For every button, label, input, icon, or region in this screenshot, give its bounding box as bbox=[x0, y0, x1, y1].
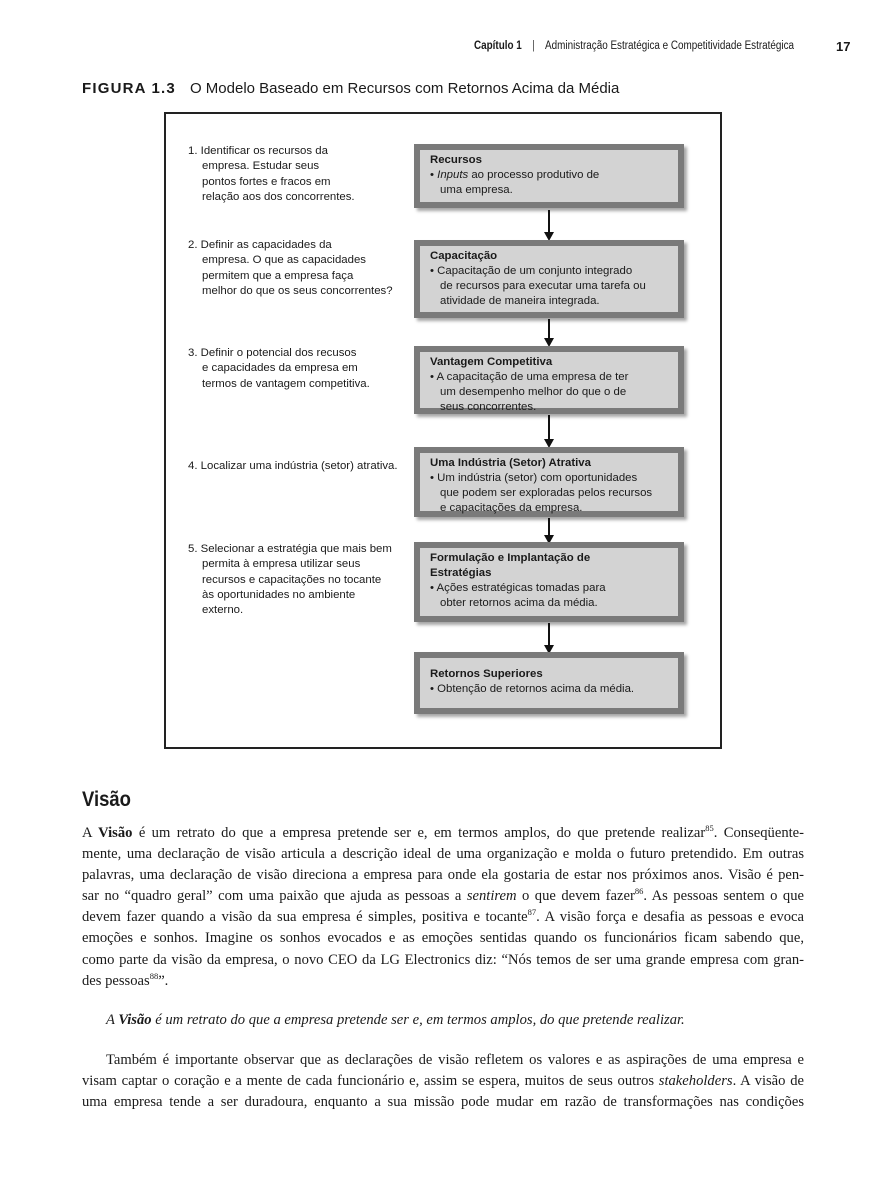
chapter-label: Capítulo 1 bbox=[474, 40, 522, 52]
arrow-down-icon bbox=[548, 319, 550, 345]
step-2 bbox=[188, 238, 393, 299]
text-line: devem fazer quando a visão da sua empresa é simples, positiva e tocante$^{87}$. A visão força e desafia as pessoas e evoca bbox=[82, 907, 804, 926]
book-section-title: Administração Estratégica e Competitividade Estratégica bbox=[545, 40, 795, 52]
step-line: relação aos dos concorrentes. bbox=[202, 190, 355, 203]
step-line: 5. Selecionar a estratégia que mais bem bbox=[188, 543, 392, 555]
step-line: recursos e capacitações no tocante bbox=[202, 573, 382, 586]
figure-diagram bbox=[164, 112, 722, 749]
box-line: • A capacitação de uma empresa de ter bbox=[430, 371, 629, 383]
bold-term: Visão bbox=[118, 1012, 152, 1028]
step-line: melhor do que os seus concorrentes? bbox=[202, 284, 393, 297]
text-line: A Visão é um retrato do que a empresa pretende ser e, em termos amplos, do que pretende realizar$^{85}$. Conseqüente- bbox=[82, 823, 805, 841]
step-line: 1. Identificar os recursos da bbox=[188, 145, 328, 157]
footnote-ref: 86 bbox=[634, 886, 644, 897]
header-separator: | bbox=[532, 40, 535, 52]
running-header bbox=[474, 40, 809, 56]
text-line: sar no “quadro geral” com uma paixão que ajuda as pessoas a sentirem o que devem fazer$^{86}$. As pessoas sentem o que bbox=[82, 886, 804, 905]
step-line: externo. bbox=[202, 604, 244, 617]
box-title: Uma Indústria (Setor) Atrativa bbox=[430, 457, 591, 469]
box-industria-atrativa bbox=[414, 447, 684, 517]
box-vantagem-competitiva bbox=[414, 346, 684, 414]
box-line: e capacitações da empresa. bbox=[440, 502, 583, 514]
box-line: atividade de maneira integrada. bbox=[440, 295, 600, 307]
figure-caption bbox=[82, 80, 619, 98]
text-line: palavras, uma declaração de visão direciona a empresa para onde ela gostaria de estar nos próximos anos. Visão é pen- bbox=[82, 867, 804, 884]
text-line: Também é importante observar que as declarações de visão refletem os valores e as aspirações de uma empresa e bbox=[106, 1052, 804, 1068]
arrow-down-icon bbox=[548, 518, 550, 542]
pull-quote: A Visão é um retrato do que a empresa pretende ser e, em termos amplos, do que pretende realizar. bbox=[106, 1012, 685, 1028]
section-heading: Visão bbox=[82, 788, 131, 811]
box-line: • Obtenção de retornos acima da média. bbox=[430, 683, 635, 695]
text-line: visam captar o coração e a mente de cada funcionário e, assim se espera, muitos de seus outros stakeholders. A visão de bbox=[82, 1073, 804, 1090]
step-3 bbox=[188, 346, 370, 392]
footnote-ref: 85 bbox=[705, 823, 714, 834]
step-line: às oportunidades no ambiente bbox=[202, 588, 356, 601]
step-1 bbox=[188, 144, 355, 205]
box-line: que podem ser exploradas pelos recursos bbox=[440, 487, 653, 499]
italic-term: Inputs bbox=[437, 169, 469, 181]
step-line: pontos fortes e fracos em bbox=[202, 175, 331, 188]
figure-title: O Modelo Baseado em Recursos com Retornos Acima da Média bbox=[189, 80, 620, 97]
box-line: • Inputs ao processo produtivo de bbox=[430, 169, 600, 181]
step-line: empresa. Estudar seus bbox=[202, 160, 320, 173]
arrow-down-icon bbox=[548, 623, 550, 652]
box-title: Recursos bbox=[430, 154, 482, 166]
footnote-ref: 88 bbox=[149, 970, 159, 981]
step-line: e capacidades da empresa em bbox=[202, 362, 358, 375]
box-line: uma empresa. bbox=[440, 184, 513, 196]
box-title: Formulação e Implantação de bbox=[430, 552, 591, 564]
step-line: 3. Definir o potencial dos recusos bbox=[188, 347, 357, 359]
step-line: 4. Localizar uma indústria (setor) atrativa. bbox=[188, 460, 398, 472]
italic-term: sentirem bbox=[466, 888, 517, 905]
box-title: Vantagem Competitiva bbox=[430, 356, 553, 368]
figure-label: FIGURA 1.3 bbox=[82, 80, 176, 97]
text-line: des pessoas$^{88}$”. bbox=[82, 970, 169, 989]
step-4 bbox=[188, 459, 398, 474]
page-number: 17 bbox=[836, 39, 851, 54]
box-line: um desempenho melhor do que o de bbox=[440, 386, 627, 398]
text-line: como parte da visão da empresa, o novo CEO da LG Electronics diz: “Nós temos de ser uma grande empresa com gran- bbox=[82, 951, 804, 968]
footnote-ref: 87 bbox=[527, 907, 537, 918]
paragraph-1 bbox=[82, 823, 804, 992]
box-title: Retornos Superiores bbox=[430, 668, 543, 680]
box-recursos bbox=[414, 144, 684, 208]
paragraph-2 bbox=[82, 1050, 804, 1113]
step-line: permita à empresa utilizar seus bbox=[202, 558, 361, 571]
step-line: 2. Definir as capacidades da bbox=[188, 239, 332, 251]
box-line: • Capacitação de um conjunto integrado bbox=[430, 265, 633, 277]
box-line: seus concorrentes. bbox=[440, 401, 537, 413]
arrow-down-icon bbox=[548, 415, 550, 446]
step-line: termos de vantagem competitiva. bbox=[202, 377, 370, 390]
bold-term: Visão bbox=[98, 825, 133, 841]
step-5 bbox=[188, 542, 392, 618]
step-line: permitem que a empresa faça bbox=[202, 269, 354, 282]
box-line: de recursos para executar uma tarefa ou bbox=[440, 280, 646, 292]
box-capacitacao bbox=[414, 240, 684, 318]
step-line: empresa. O que as capacidades bbox=[202, 254, 366, 267]
box-retornos-superiores bbox=[414, 652, 684, 714]
text-line: mente, uma declaração de visão articula a descrição ideal de uma organização e molda o futuro pretendido. Em outras bbox=[82, 846, 804, 863]
box-title: Capacitação bbox=[430, 250, 498, 262]
text-line: uma empresa tende a ser duradoura, enquanto a sua missão pode mudar em razão de transformações nas condições bbox=[82, 1094, 804, 1111]
text-line: emoções e sonhos. Imagine os sonhos evocados e as emoções sentidas quando os funcionários ficam sabendo que, bbox=[82, 930, 804, 947]
box-title: Estratégias bbox=[430, 567, 492, 579]
box-formulacao-estrategias bbox=[414, 542, 684, 622]
box-line: • Um indústria (setor) com oportunidades bbox=[430, 472, 638, 484]
italic-term: stakeholders bbox=[658, 1073, 733, 1090]
box-line: • Ações estratégicas tomadas para bbox=[430, 582, 606, 594]
arrow-down-icon bbox=[548, 210, 550, 239]
box-line: obter retornos acima da média. bbox=[440, 597, 598, 609]
